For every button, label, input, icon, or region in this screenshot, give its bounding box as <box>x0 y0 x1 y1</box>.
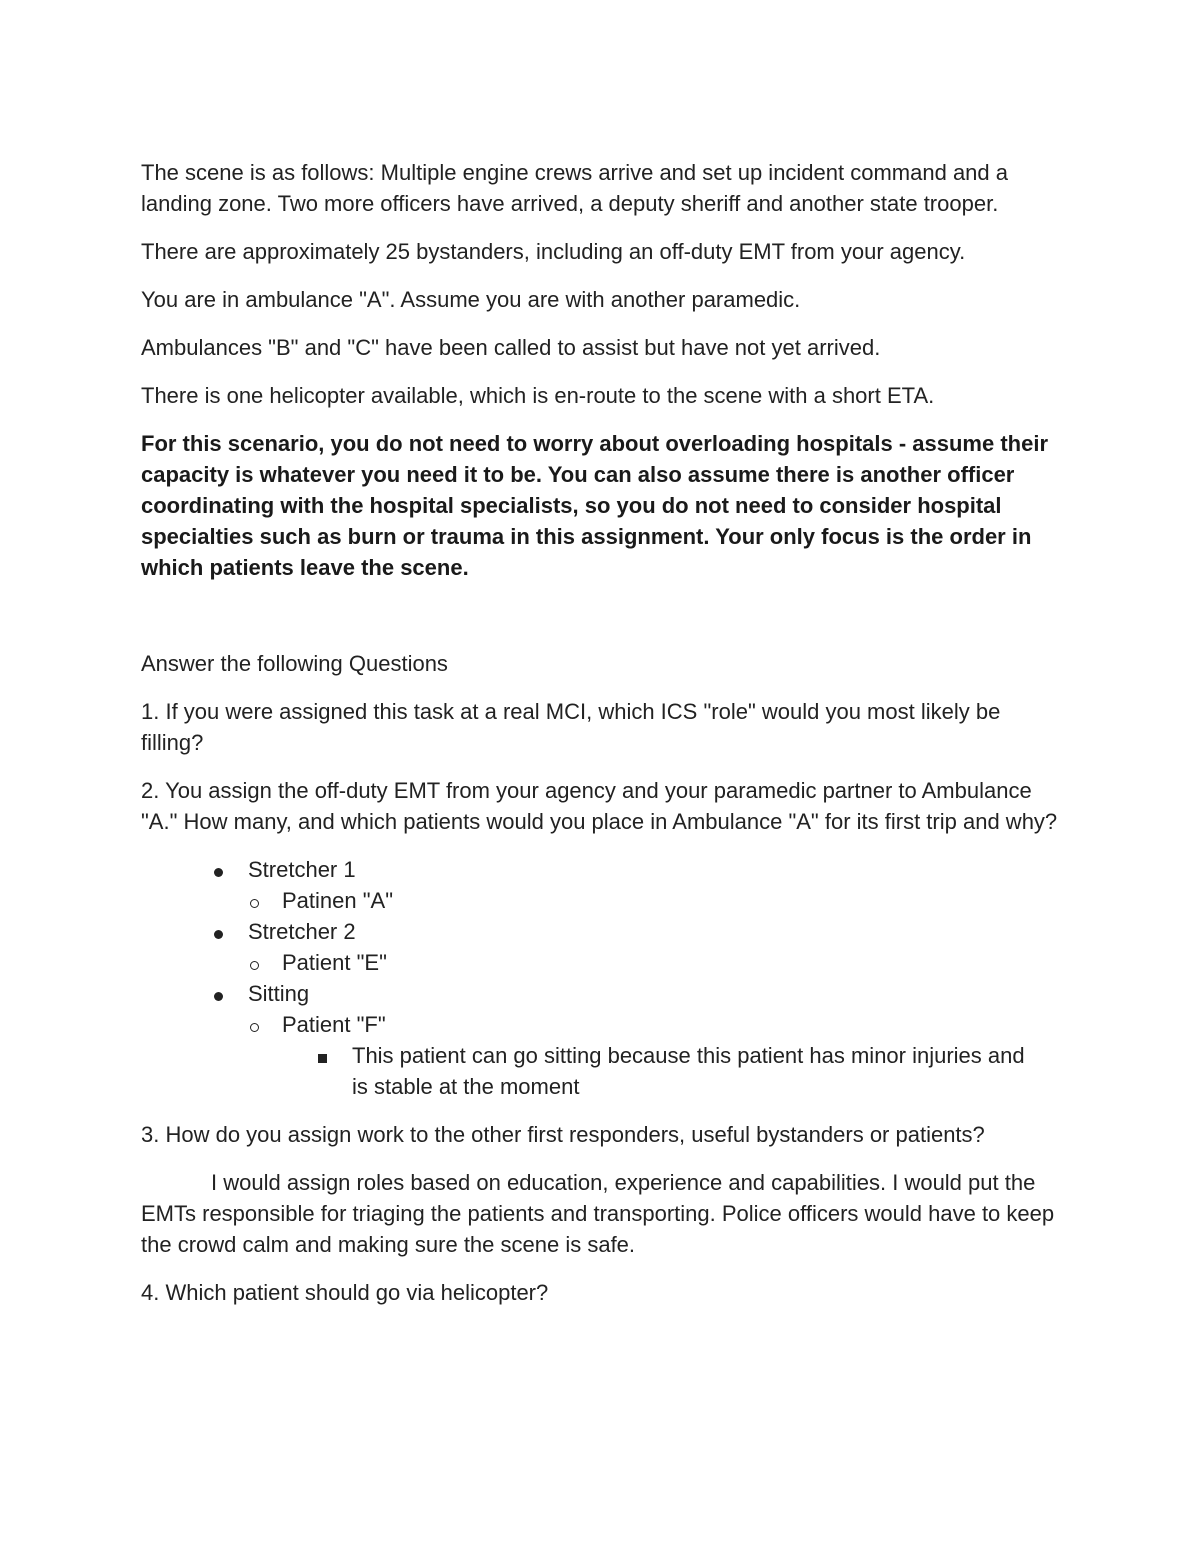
ambulance-paragraph: You are in ambulance "A". Assume you are with another paramedic. <box>141 287 801 312</box>
document-body <box>141 157 1066 1325</box>
list-item-stretcher-2: Stretcher 2 <box>141 916 1066 947</box>
list-item-patient-a: Patinen "A" <box>141 885 1066 916</box>
list-item-patient-f: Patient "F" <box>141 1009 1066 1040</box>
ambulance-a-list <box>141 854 1066 1102</box>
scenario-note: For this scenario, you do not need to worry about overloading hospitals - assume their capacity is whatever you need it to be. You can also assume there is another officer coordinating with the hospital specialists, so you do not need to consider hospital specialties such as burn or trauma in this assignment. Your only focus is the order in which patients leave the scene. <box>141 431 1049 580</box>
list-item-patient-e: Patient "E" <box>141 947 1066 978</box>
question-4: 4. Which patient should go via helicopter? <box>141 1280 549 1305</box>
helicopter-paragraph: There is one helicopter available, which is en-route to the scene with a short ETA. <box>141 383 935 408</box>
filled-bullet-icon <box>214 854 223 885</box>
filled-bullet-icon <box>214 978 223 1009</box>
question-3-answer: I would assign roles based on education, experience and capabilities. I would put the EMTs responsible for triaging the patients and transporting. Police officers would have to keep the crowd calm and making sure the scene is safe. <box>141 1170 1055 1257</box>
questions-heading: Answer the following Questions <box>141 651 448 676</box>
scene-paragraph: The scene is as follows: Multiple engine crews arrive and set up incident command and a landing zone. Two more officers have arrived, a deputy sheriff and another state trooper. <box>141 160 1009 216</box>
question-3: 3. How do you assign work to the other first responders, useful bystanders or patients? <box>141 1122 985 1147</box>
question-1: 1. If you were assigned this task at a real MCI, which ICS "role" would you most likely be filling? <box>141 699 1001 755</box>
list-item-sitting-reason: This patient can go sitting because this patient has minor injuries and is stable at the moment <box>141 1040 1042 1102</box>
backup-ambulances-paragraph: Ambulances "B" and "C" have been called to assist but have not yet arrived. <box>141 335 881 360</box>
square-bullet-icon <box>318 1040 327 1071</box>
list-item-stretcher-1: Stretcher 1 <box>141 854 1066 885</box>
filled-bullet-icon <box>214 916 223 947</box>
hollow-bullet-icon <box>250 947 259 978</box>
hollow-bullet-icon <box>250 1009 259 1040</box>
list-item-sitting: Sitting <box>141 978 1066 1009</box>
question-2: 2. You assign the off-duty EMT from your agency and your paramedic partner to Ambulance "A." How many, and which patients would you place in Ambulance "A" for its first trip and why? <box>141 778 1058 834</box>
bystanders-paragraph: There are approximately 25 bystanders, including an off-duty EMT from your agency. <box>141 239 966 264</box>
hollow-bullet-icon <box>250 885 259 916</box>
